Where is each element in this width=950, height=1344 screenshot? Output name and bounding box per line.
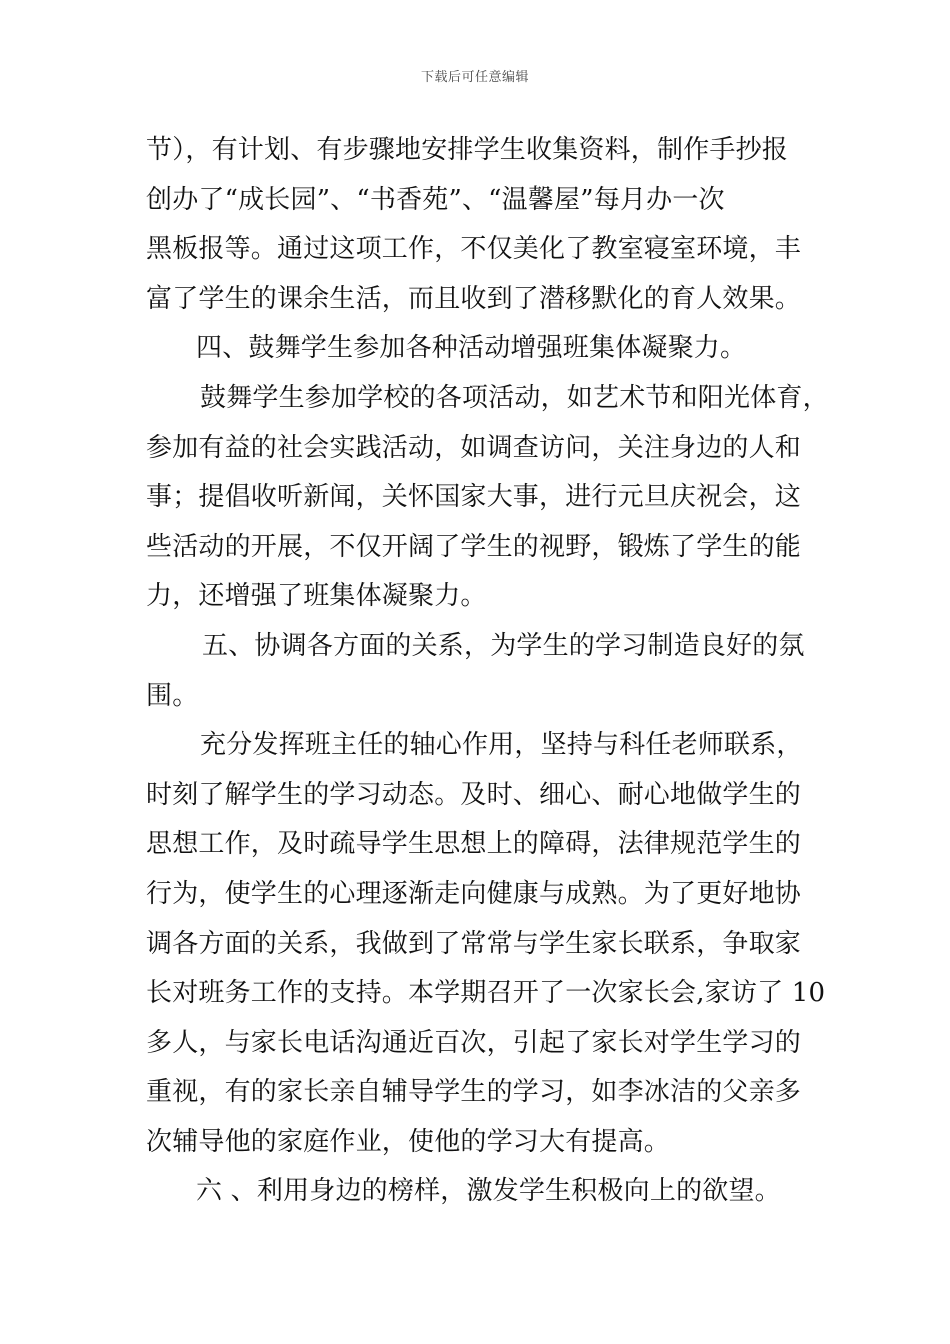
body-line-18: 长对班务工作的支持。本学期召开了一次家长会,家访了 10 — [146, 978, 826, 1009]
body-line-6: 鼓舞学生参加学校的各项活动，如艺术节和阳光体育， — [200, 382, 829, 413]
section-heading-5: 五、协调各方面的关系，为学生的学习制造良好的氛 — [202, 630, 805, 661]
body-line-16: 行为，使学生的心理逐渐走向健康与成熟。为了更好地协 — [146, 878, 802, 909]
body-line-2: 创办了“成长园”、“书香苑”、“温馨屋”每月办一次 — [146, 184, 725, 215]
body-line-9: 些活动的开展，不仅开阔了学生的视野，锻炼了学生的能 — [146, 531, 802, 562]
body-line-13: 充分发挥班主任的轴心作用，坚持与科任老师联系， — [200, 730, 803, 761]
body-line-4: 富了学生的课余生活，而且收到了潜移默化的育人效果。 — [146, 283, 802, 314]
page-header-note: 下载后可任意编辑 — [420, 70, 529, 85]
body-line-8: 事；提倡收听新闻，关怀国家大事，进行元旦庆祝会，这 — [146, 482, 802, 513]
body-line-19: 多人，与家长电话沟通近百次，引起了家长对学生学习的 — [146, 1027, 802, 1058]
body-line-14: 时刻了解学生的学习动态。及时、细心、耐心地做学生的 — [146, 779, 802, 810]
section-heading-6: 六 、利用身边的榜样，激发学生积极向上的欲望。 — [196, 1176, 781, 1207]
document-body — [146, 126, 829, 1217]
body-line-17: 调各方面的关系，我做到了常常与学生家长联系，争取家 — [146, 928, 802, 959]
body-line-21: 次辅导他的家庭作业，使他的学习大有提高。 — [146, 1126, 671, 1157]
body-line-10: 力，还增强了班集体凝聚力。 — [146, 581, 487, 612]
body-line-7: 参加有益的社会实践活动，如调查访问，关注身边的人和 — [146, 432, 802, 463]
body-line-15: 思想工作，及时疏导学生思想上的障碍，法律规范学生的 — [146, 829, 802, 860]
body-line-12: 围。 — [146, 680, 199, 711]
body-line-3: 黑板报等。通过这项工作，不仅美化了教室寝室环境，丰 — [146, 234, 802, 265]
section-heading-4: 四、鼓舞学生参加各种活动增强班集体凝聚力。 — [196, 333, 747, 364]
body-line-1: 节），有计划、有步骤地安排学生收集资料，制作手抄报 — [146, 135, 789, 165]
body-line-20: 重视，有的家长亲自辅导学生的学习，如李冰洁的父亲多 — [146, 1077, 802, 1108]
